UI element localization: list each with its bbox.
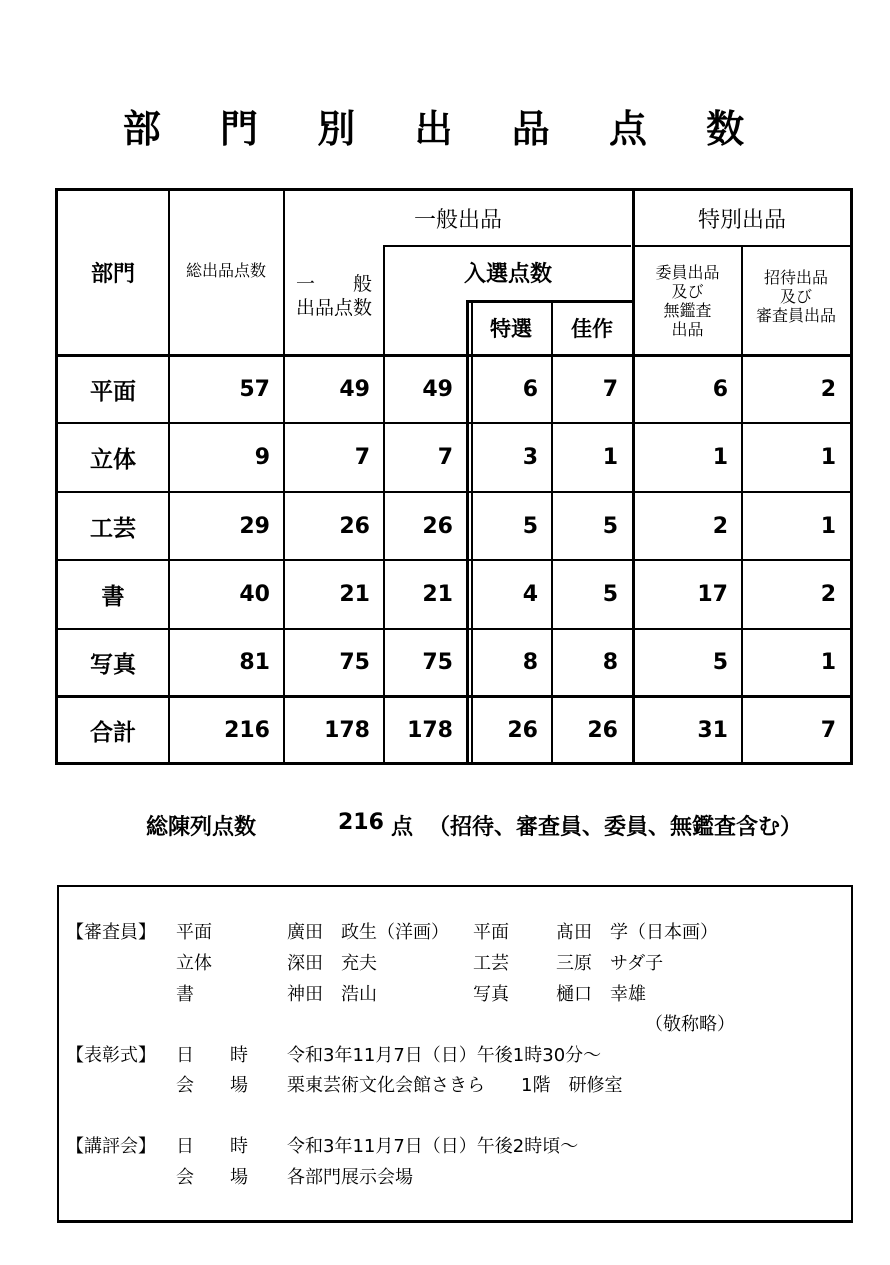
event-info-box <box>57 885 853 1223</box>
row-0-dept-cell: 平面 <box>90 378 136 405</box>
row-5-tokusen-cell: 26 <box>507 717 538 743</box>
header-general-count <box>284 266 384 326</box>
judge-name: 深田 充夫 <box>287 953 377 974</box>
row-3-selected-cell: 21 <box>422 582 453 607</box>
header-committee-line2: 及び <box>671 281 704 301</box>
row-1-committee-cell: 1 <box>712 445 728 470</box>
critique-venue-label: 会 場 <box>176 1167 248 1188</box>
header-invited-line2: 及び <box>779 287 812 306</box>
critique-date-label: 日 時 <box>176 1136 248 1157</box>
judge-dept: 平面 <box>473 922 509 943</box>
judge-dept: 工芸 <box>473 953 509 974</box>
row-2-kasaku-cell: 5 <box>602 513 618 539</box>
row-5-general-cell: 178 <box>324 717 370 743</box>
row-0-general-cell: 49 <box>339 376 370 402</box>
row-4-kasaku-cell: 8 <box>602 650 618 675</box>
row-1-general-cell: 7 <box>354 445 370 470</box>
judge-name: 樋口 幸雄 <box>556 984 646 1005</box>
summary-unit: 点 <box>391 815 414 840</box>
row-0-selected-cell: 49 <box>422 376 453 402</box>
row-2-dept-cell: 工芸 <box>90 515 136 542</box>
row-3-general-cell: 21 <box>339 582 370 607</box>
row-2-invited-cell: 1 <box>820 513 836 539</box>
header-general-count-line1: 一 般 <box>295 273 372 295</box>
critique-venue: 各部門展示会場 <box>287 1167 413 1188</box>
row-5-selected-cell: 178 <box>407 717 453 743</box>
row-2-selected-cell: 26 <box>422 513 453 539</box>
judge-name: 三原 サダ子 <box>556 953 664 974</box>
header-committee <box>634 247 741 354</box>
judge-name: 廣田 政生（洋画） <box>287 922 449 943</box>
header-general-count-line2: 出品点数 <box>295 297 372 319</box>
ceremony-heading: 【表彰式】 <box>66 1045 156 1066</box>
row-2-general-cell: 26 <box>339 513 370 539</box>
row-0-committee-cell: 6 <box>712 376 728 402</box>
row-1-total-cell: 9 <box>254 445 270 470</box>
header-invited-line3: 審査員出品 <box>755 306 836 325</box>
row-4-committee-cell: 5 <box>712 650 728 675</box>
row-1-selected-cell: 7 <box>437 445 453 470</box>
row-3-committee-cell: 17 <box>697 582 728 607</box>
ceremony-venue: 栗東芸術文化会館さきら 1階 研修室 <box>287 1075 623 1096</box>
row-1-tokusen-cell: 3 <box>522 445 538 470</box>
row-3-tokusen-cell: 4 <box>522 582 538 607</box>
header-committee-line3: 無鑑査 <box>663 300 712 320</box>
row-1-kasaku-cell: 1 <box>602 445 618 470</box>
row-5-invited-cell: 7 <box>820 717 836 743</box>
header-special-group: 特別出品 <box>697 207 786 233</box>
entries-table <box>55 188 853 765</box>
row-2-committee-cell: 2 <box>712 513 728 539</box>
judge-name: 髙田 学（日本画） <box>556 922 718 943</box>
header-kasaku: 佳作 <box>571 316 613 341</box>
header-invited <box>742 247 850 354</box>
page-title: 部 門 別 出 品 点 数 <box>122 107 768 151</box>
row-4-general-cell: 75 <box>339 650 370 675</box>
row-3-kasaku-cell: 5 <box>602 582 618 607</box>
row-1-dept-cell: 立体 <box>90 447 136 473</box>
row-4-tokusen-cell: 8 <box>522 650 538 675</box>
row-4-total-cell: 81 <box>239 650 270 675</box>
row-4-invited-cell: 1 <box>820 650 836 675</box>
row-4-dept-cell: 写真 <box>90 652 136 678</box>
header-committee-line4: 出品 <box>671 319 704 339</box>
row-5-dept-cell: 合計 <box>90 719 136 746</box>
summary-label: 総陳列点数 <box>146 815 257 840</box>
judge-dept: 平面 <box>176 922 212 943</box>
summary-note: （招待、審査員、委員、無鑑査含む） <box>428 815 803 840</box>
header-general-group: 一般出品 <box>413 207 502 233</box>
header-dept: 部門 <box>90 262 135 287</box>
row-1-invited-cell: 1 <box>820 445 836 470</box>
row-2-total-cell: 29 <box>239 513 270 539</box>
judge-name: 神田 浩山 <box>287 984 377 1005</box>
header-committee-line1: 委員出品 <box>655 262 720 282</box>
honorific-note: （敬称略） <box>645 1014 735 1035</box>
row-0-tokusen-cell: 6 <box>522 376 538 402</box>
critique-heading: 【講評会】 <box>66 1136 156 1157</box>
header-selected: 入選点数 <box>463 262 552 287</box>
judge-dept: 立体 <box>176 953 212 974</box>
row-3-dept-cell: 書 <box>101 584 125 610</box>
header-invited-line1: 招待出品 <box>763 268 828 287</box>
row-5-committee-cell: 31 <box>697 717 728 743</box>
row-0-total-cell: 57 <box>239 376 270 402</box>
judge-dept: 写真 <box>473 984 509 1005</box>
row-5-total-cell: 216 <box>224 717 270 743</box>
ceremony-date-label: 日 時 <box>176 1045 248 1066</box>
judges-heading: 【審査員】 <box>66 922 156 943</box>
row-0-kasaku-cell: 7 <box>602 376 618 402</box>
row-3-total-cell: 40 <box>239 582 270 607</box>
row-3-invited-cell: 2 <box>820 582 836 607</box>
critique-date: 令和3年11月7日（日）午後2時頃～ <box>287 1136 579 1157</box>
header-total: 総出品点数 <box>185 261 266 280</box>
ceremony-date: 令和3年11月7日（日）午後1時30分～ <box>287 1045 602 1066</box>
judge-dept: 書 <box>176 984 194 1005</box>
row-5-kasaku-cell: 26 <box>587 717 618 743</box>
row-0-invited-cell: 2 <box>820 376 836 402</box>
row-2-tokusen-cell: 5 <box>522 513 538 539</box>
summary-value: 216 <box>338 810 384 835</box>
header-tokusen: 特選 <box>490 316 532 341</box>
row-4-selected-cell: 75 <box>422 650 453 675</box>
ceremony-venue-label: 会 場 <box>176 1075 248 1096</box>
